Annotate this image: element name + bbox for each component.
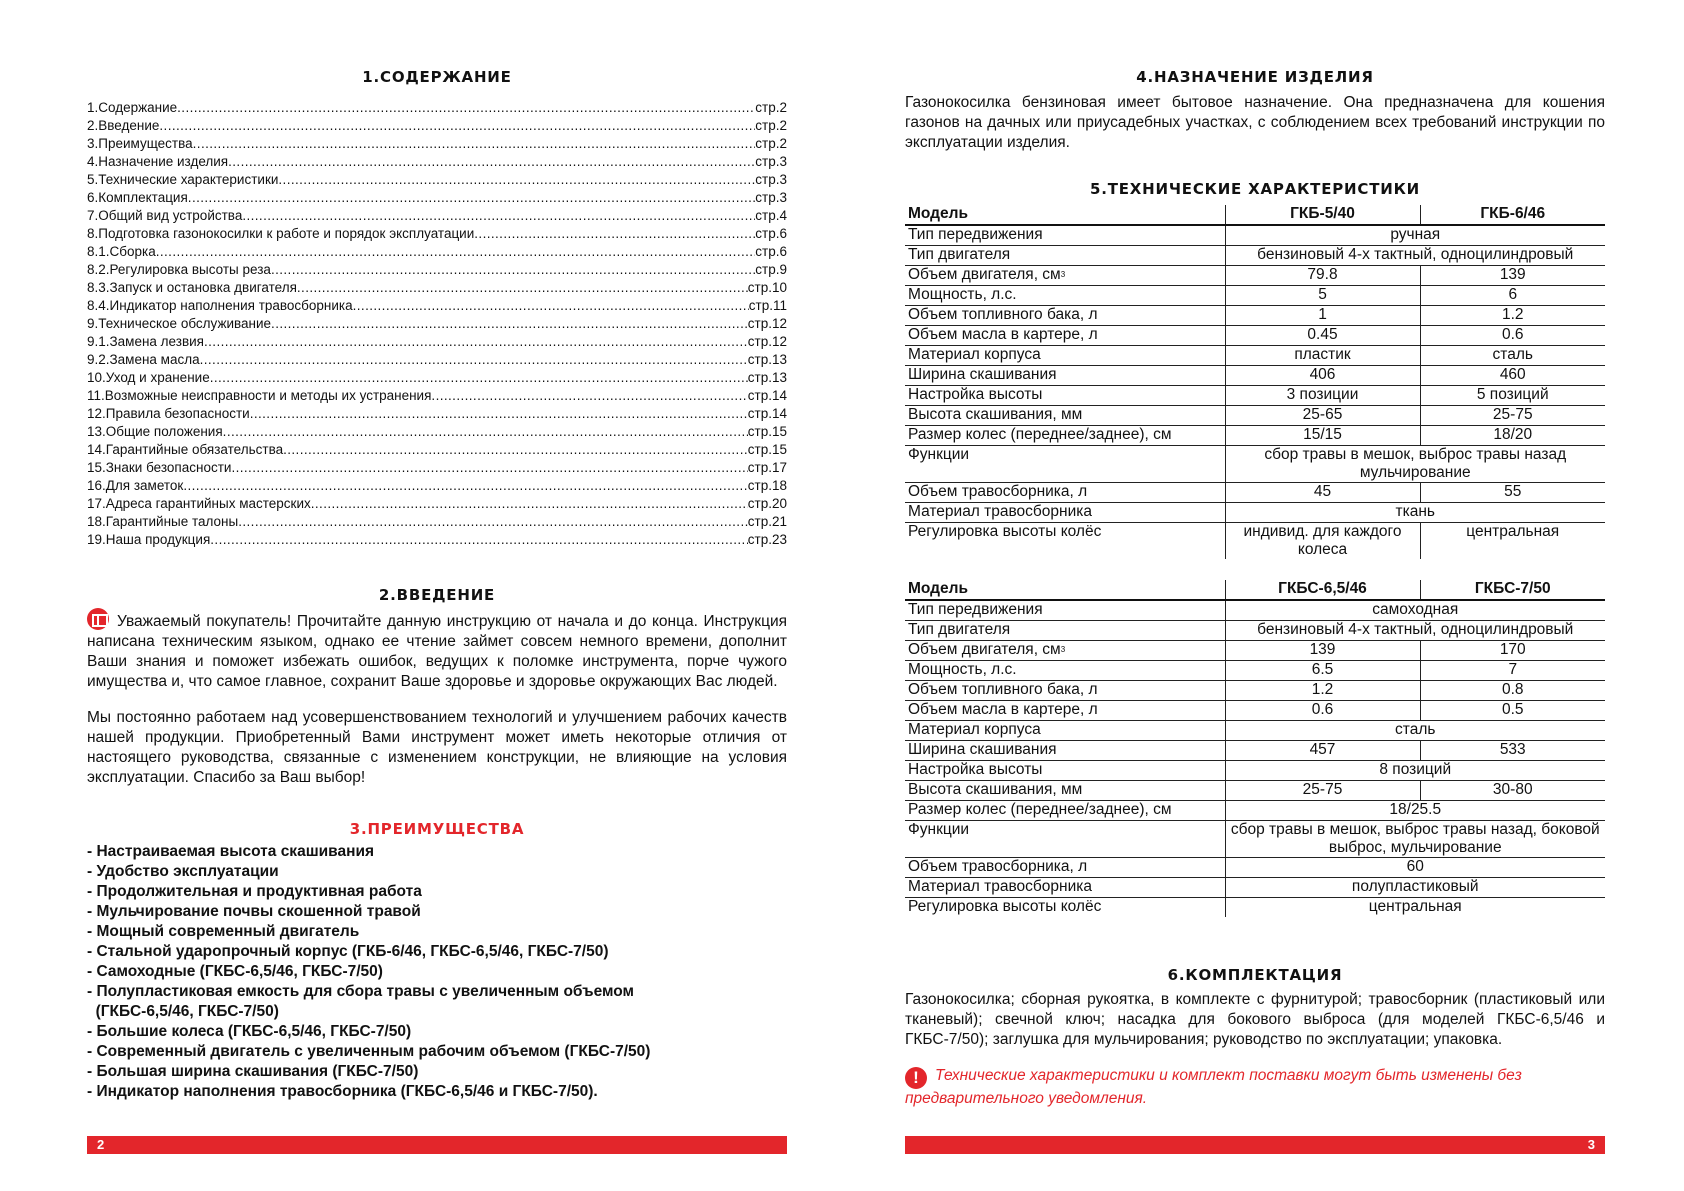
spec-label [905,245,1225,265]
spec-value: 139 [1225,640,1420,660]
spec-row [905,225,1605,245]
toc-item-page: стр.17 [747,460,787,475]
toc-item-title: 16.Для заметок [87,478,184,493]
spec-value: бензиновый 4-х тактный, одноцилиндровый [1225,620,1605,640]
spec-value: индивид. для каждого колеса [1225,522,1420,559]
spec-value: 0.5 [1420,700,1605,720]
spec-label-text: Мощность, л.с. [908,285,1017,303]
toc-item [87,513,787,531]
spec-value: сталь [1225,720,1605,740]
toc-item [87,261,787,279]
spec-label-text: Тип двигателя [908,245,1011,263]
spec-value: ткань [1225,502,1605,522]
toc-leader-dots [297,279,748,297]
spec-label-text: Объем масла в картере, л [908,325,1098,343]
spec-value: ручная [1225,225,1605,245]
purpose-title: 4.НАЗНАЧЕНИЕ ИЗДЕЛИЯ [1136,68,1374,86]
toc-title: 1.СОДЕРЖАНИЕ [362,68,512,86]
spec-label [905,660,1225,680]
spec-row [905,740,1605,760]
spec-value: пластик [1225,345,1420,365]
toc-item-page: стр.13 [747,352,787,367]
spec-row [905,245,1605,265]
spec-label-text: Регулировка высоты колёс [908,897,1102,915]
spec-label-text: Объем двигателя, см [908,640,1061,658]
advantage-item: (ГКБС-6,5/46, ГКБС-7/50) [87,1003,279,1020]
spec-value: 18/20 [1420,425,1605,445]
spec-header-label: Модель [905,580,1225,600]
toc-item-page: стр.3 [755,172,787,187]
spec-label [905,325,1225,345]
spec-label [905,700,1225,720]
toc-item-page: стр.2 [755,118,787,133]
spec-value: 1 [1225,305,1420,325]
spec-value: 7 [1420,660,1605,680]
spec-label [905,600,1225,620]
toc-leader-dots [271,261,755,279]
toc-item-page: стр.12 [747,334,787,349]
toc-leader-dots [204,333,748,351]
spec-label [905,405,1225,425]
toc-item-title: 1.Содержание [87,100,178,115]
spec-row [905,897,1605,917]
spec-header-row [905,205,1605,225]
toc-item-title: 3.Преимущества [87,136,193,151]
toc-item [87,189,787,207]
spec-value: 170 [1420,640,1605,660]
spec-label-text: Материал корпуса [908,720,1041,738]
toc-item-page: стр.13 [747,370,787,385]
advantage-item: - Индикатор наполнения травосборника (ГКБС-6,5/46 и ГКБС-7/50). [87,1083,598,1100]
spec-label [905,522,1225,559]
spec-label [905,482,1225,502]
spec-row [905,522,1605,559]
spec-value: 0.45 [1225,325,1420,345]
toc-item-title: 8.4.Индикатор наполнения травосборника [87,298,353,313]
toc-leader-dots [183,477,747,495]
toc-item-page: стр.2 [755,136,787,151]
spec-label [905,760,1225,780]
toc-item-page: стр.10 [747,280,787,295]
advantages-list [87,842,787,1102]
toc-leader-dots [231,459,747,477]
spec-value: 25-65 [1225,405,1420,425]
spec-label-text: Размер колес (переднее/заднее), см [908,800,1172,818]
advantage-item: - Большие колеса (ГКБС-6,5/46, ГКБС-7/50) [87,1023,412,1040]
spec-value: 0.8 [1420,680,1605,700]
spec-header-row [905,580,1605,600]
spec-value: сбор травы в мешок, выброс травы назад мульчирование [1225,445,1605,482]
spec-value: 25-75 [1420,405,1605,425]
spec-value: 533 [1420,740,1605,760]
spec-row [905,620,1605,640]
spec-row [905,680,1605,700]
toc-item-title: 17.Адреса гарантийных мастерских [87,496,311,511]
toc-leader-dots [210,369,748,387]
spec-header-model-1: ГКБС-6,5/46 [1225,580,1420,600]
spec-label-text: Высота скашивания, мм [908,780,1083,798]
spec-label-text: Объем травосборника, л [908,857,1088,875]
toc-item [87,207,787,225]
spec-label-text: Материал травосборника [908,877,1093,895]
spec-label-text: Высота скашивания, мм [908,405,1083,423]
toc-leader-dots [228,153,755,171]
toc-item [87,441,787,459]
spec-label-superscript: 3 [1060,644,1066,654]
toc-item-title: 2.Введение [87,118,160,133]
toc-item-title: 9.Техническое обслуживание [87,316,272,331]
advantage-item: - Удобство эксплуатации [87,863,279,880]
spec-value: 8 позиций [1225,760,1605,780]
toc-item [87,459,787,477]
spec-label-text: Размер колес (переднее/заднее), см [908,425,1172,443]
spec-label [905,800,1225,820]
toc-item [87,531,787,549]
toc-item-page: стр.3 [755,154,787,169]
toc-item [87,423,787,441]
spec-value: самоходная [1225,600,1605,620]
spec-label [905,857,1225,877]
toc-item [87,99,787,117]
spec-value: 25-75 [1225,780,1420,800]
spec-label [905,425,1225,445]
package-title: 6.КОМПЛЕКТАЦИЯ [1167,966,1343,984]
spec-label [905,502,1225,522]
spec-row [905,285,1605,305]
spec-row [905,660,1605,680]
spec-row [905,345,1605,365]
spec-label-text: Объем двигателя, см [908,265,1061,283]
toc-item-title: 9.2.Замена масла [87,352,200,367]
toc-leader-dots [271,315,748,333]
toc-leader-dots [193,135,756,153]
toc-list [87,99,787,549]
purpose-text: Газонокосилка бензиновая имеет бытовое назначение. Она предназначена для кошения газонов на дачных или приусадебных участках, с соблюдением всех требований инструкции по эксплуатации изделия. [905,94,1605,151]
page-number-bar-left [87,1136,787,1154]
toc-leader-dots [283,441,748,459]
toc-item-page: стр.6 [755,226,787,241]
toc-leader-dots [278,171,755,189]
spec-value: 60 [1225,857,1605,877]
spec-value: 139 [1420,265,1605,285]
warning-note: ! Технические характеристики и комплект поставки могут быть изменены без предварительного уведомления. [905,1067,1522,1107]
spec-label [905,720,1225,740]
spec-label-text: Регулировка высоты колёс [908,522,1102,540]
toc-item-page: стр.20 [747,496,787,511]
spec-header-model-2: ГКБС-7/50 [1420,580,1605,600]
toc-item [87,297,787,315]
toc-item-title: 4.Назначение изделия [87,154,229,169]
page-number: 3 [1587,1137,1595,1152]
toc-item [87,243,787,261]
toc-item-page: стр.14 [747,388,787,403]
spec-value: центральная [1420,522,1605,559]
spec-row [905,365,1605,385]
package-text: Газонокосилка; сборная рукоятка, в комплекте с фурнитурой; травосборник (пластиковый или тканевый); свечной ключ; насадка для бокового выброса (для моделей ГКБС-6,5/46 и ГКБС-7/50); заглушка для мульчирования; руководство по эксплуатации; упаковка. [905,991,1605,1048]
toc-item [87,405,787,423]
toc-item-title: 13.Общие положения [87,424,223,439]
toc-item [87,351,787,369]
advantage-item: - Полупластиковая емкость для сбора травы с увеличенным объемом [87,983,634,1000]
spec-label-text: Тип передвижения [908,226,1043,243]
spec-label [905,305,1225,325]
toc-leader-dots [177,99,755,117]
spec-value: сталь [1420,345,1605,365]
advantage-item: - Современный двигатель с увеличенным рабочим объемом (ГКБС-7/50) [87,1043,651,1060]
advantage-item: - Мощный современный двигатель [87,923,360,940]
advantages-title: 3.ПРЕИМУЩЕСТВА [349,820,525,838]
spec-label [905,680,1225,700]
intro-paragraph-1: Уважаемый покупатель! Прочитайте данную инструкцию от начала и до конца. Инструкция написана техническим языком, однако ее чтение займет совсем немного времени, дополнит Ваши знания и поможет избежать ошибок, ведущих к поломке инструмента, порче чужого имущества и, что самое главное, сохранит Ваше здоровье и здоровье окружающих Вас людей. [87,608,787,692]
toc-item-title: 15.Знаки безопасности [87,460,232,475]
spec-header-model-1: ГКБ-5/40 [1225,205,1420,225]
spec-value: 460 [1420,365,1605,385]
advantage-item: - Мульчирование почвы скошенной травой [87,903,421,920]
spec-value: сбор травы в мешок, выброс травы назад, боковой выброс, мульчирование [1225,820,1605,857]
spec-row [905,405,1605,425]
toc-item-title: 10.Уход и хранение [87,370,210,385]
page-number: 2 [97,1137,105,1152]
spec-label-superscript: 3 [1060,269,1066,279]
toc-item [87,225,787,243]
spec-label-text: Функции [908,445,970,463]
spec-label [905,445,1225,482]
spec-label-text: Тип передвижения [908,601,1043,618]
spec-value: 45 [1225,482,1420,502]
spec-value: 5 позиций [1420,385,1605,405]
toc-item [87,495,787,513]
spec-label [905,820,1225,857]
spec-label [905,265,1225,285]
spec-value: 0.6 [1225,700,1420,720]
spec-label-text: Функции [908,820,970,838]
spec-value: 6 [1420,285,1605,305]
spec-label-text: Ширина скашивания [908,740,1057,758]
spec-label [905,877,1225,897]
toc-leader-dots [210,531,748,549]
spec-label-text: Настройка высоты [908,385,1043,403]
toc-item-page: стр.6 [755,244,787,259]
spec-label [905,897,1225,917]
toc-leader-dots [474,225,755,243]
toc-item-page: стр.2 [755,100,787,115]
spec-row [905,640,1605,660]
intro-paragraph-2: Мы постоянно работаем над усовершенствованием технологий и улучшением рабочих качеств нашей продукции. Приобретенный Вами инструмент может иметь некоторые отличия от настоящего руководства, связанные с изменением конструкции, не влияющие на условия эксплуатации. Спасибо за Ваш выбор! [87,709,787,786]
toc-item-page: стр.21 [747,514,787,529]
toc-item-title: 8.Подготовка газонокосилки к работе и порядок эксплуатации [87,226,475,241]
spec-value: центральная [1225,897,1605,917]
toc-leader-dots [238,513,748,531]
spec-value: 3 позиции [1225,385,1420,405]
page-number-bar-right [905,1136,1605,1154]
toc-leader-dots [431,387,747,405]
toc-item [87,171,787,189]
spec-row [905,385,1605,405]
spec-row [905,877,1605,897]
advantage-item: - Настраиваемая высота скашивания [87,843,375,860]
spec-row [905,502,1605,522]
spec-label-text: Объем масла в картере, л [908,700,1098,718]
toc-leader-dots [353,297,749,315]
spec-label-text: Объем топливного бака, л [908,305,1098,323]
spec-label-text: Тип двигателя [908,620,1011,638]
toc-item-title: 14.Гарантийные обязательства [87,442,284,457]
toc-item [87,387,787,405]
toc-item [87,369,787,387]
advantage-item: - Стальной ударопрочный корпус (ГКБ-6/46, ГКБС-6,5/46, ГКБС-7/50) [87,943,609,960]
spec-value: 30-80 [1420,780,1605,800]
spec-value: 79.8 [1225,265,1420,285]
spec-row [905,425,1605,445]
spec-value: 15/15 [1225,425,1420,445]
spec-header-label: Модель [905,205,1225,225]
toc-item-page: стр.12 [747,316,787,331]
spec-table-2 [905,580,1605,917]
spec-label [905,345,1225,365]
toc-item [87,333,787,351]
toc-leader-dots [188,189,756,207]
spec-row [905,600,1605,620]
toc-item-title: 7.Общий вид устройства [87,208,243,223]
left-page [87,0,787,1191]
spec-label [905,225,1225,245]
toc-leader-dots [223,423,748,441]
toc-item-title: 9.1.Замена лезвия [87,334,204,349]
spec-value: 457 [1225,740,1420,760]
spec-row [905,482,1605,502]
spec-row [905,305,1605,325]
toc-item-page: стр.15 [747,442,787,457]
toc-item-title: 8.2.Регулировка высоты реза [87,262,271,277]
spec-row [905,820,1605,857]
toc-item [87,153,787,171]
spec-label [905,285,1225,305]
toc-leader-dots [200,351,748,369]
toc-item [87,117,787,135]
advantage-item: - Большая ширина скашивания (ГКБС-7/50) [87,1063,419,1080]
spec-value: 1.2 [1225,680,1420,700]
spec-label [905,365,1225,385]
spec-row [905,800,1605,820]
toc-item [87,279,787,297]
spec-value: 55 [1420,482,1605,502]
spec-label-text: Материал корпуса [908,345,1041,363]
toc-item-page: стр.3 [755,190,787,205]
toc-item-page: стр.11 [748,298,787,313]
spec-value: 406 [1225,365,1420,385]
warning-icon: ! [905,1067,927,1089]
spec-table-1 [905,205,1605,559]
toc-item-title: 19.Наша продукция [87,532,211,547]
toc-item-page: стр.4 [755,208,787,223]
spec-row [905,760,1605,780]
spec-value: 6.5 [1225,660,1420,680]
toc-item-title: 5.Технические характеристики [87,172,279,187]
spec-row [905,780,1605,800]
spec-value: 0.6 [1420,325,1605,345]
spec-label-text: Материал травосборника [908,502,1093,520]
specs-title: 5.ТЕХНИЧЕСКИЕ ХАРАКТЕРИСТИКИ [1089,180,1421,198]
spec-value: полупластиковый [1225,877,1605,897]
toc-item-title: 11.Возможные неисправности и методы их устранения [87,388,432,403]
toc-item-title: 6.Комплектация [87,190,188,205]
toc-item-page: стр.15 [747,424,787,439]
spec-value: 1.2 [1420,305,1605,325]
toc-item-page: стр.9 [755,262,787,277]
spec-value: 5 [1225,285,1420,305]
toc-leader-dots [156,243,756,261]
spec-value: бензиновый 4-х тактный, одноцилиндровый [1225,245,1605,265]
spec-row [905,700,1605,720]
spec-row [905,445,1605,482]
spec-row [905,720,1605,740]
toc-item [87,135,787,153]
toc-item-title: 18.Гарантийные талоны [87,514,239,529]
toc-item-title: 12.Правила безопасности [87,406,250,421]
toc-item-page: стр.23 [747,532,787,547]
toc-item-page: стр.18 [747,478,787,493]
toc-item [87,315,787,333]
right-page [905,0,1605,1191]
toc-item-title: 8.1.Сборка [87,244,156,259]
spec-label [905,385,1225,405]
toc-leader-dots [242,207,755,225]
advantage-item: - Самоходные (ГКБС-6,5/46, ГКБС-7/50) [87,963,383,980]
spec-label-text: Ширина скашивания [908,365,1057,383]
spec-row [905,325,1605,345]
toc-leader-dots [159,117,755,135]
spec-label [905,740,1225,760]
spec-header-model-2: ГКБ-6/46 [1420,205,1605,225]
spec-label-text: Объем топливного бака, л [908,680,1098,698]
toc-item-title: 8.3.Запуск и остановка двигателя [87,280,297,295]
advantage-item: - Продолжительная и продуктивная работа [87,883,422,900]
toc-item [87,477,787,495]
toc-leader-dots [311,495,748,513]
toc-item-page: стр.14 [747,406,787,421]
spec-label [905,640,1225,660]
spec-row [905,265,1605,285]
book-icon [87,608,109,630]
spec-value: 18/25.5 [1225,800,1605,820]
spec-label [905,620,1225,640]
intro-title: 2.ВВЕДЕНИЕ [378,586,496,604]
spec-label [905,780,1225,800]
spec-label-text: Мощность, л.с. [908,660,1017,678]
spec-label-text: Объем травосборника, л [908,482,1088,500]
spec-label-text: Настройка высоты [908,760,1043,778]
spec-row [905,857,1605,877]
toc-leader-dots [250,405,748,423]
